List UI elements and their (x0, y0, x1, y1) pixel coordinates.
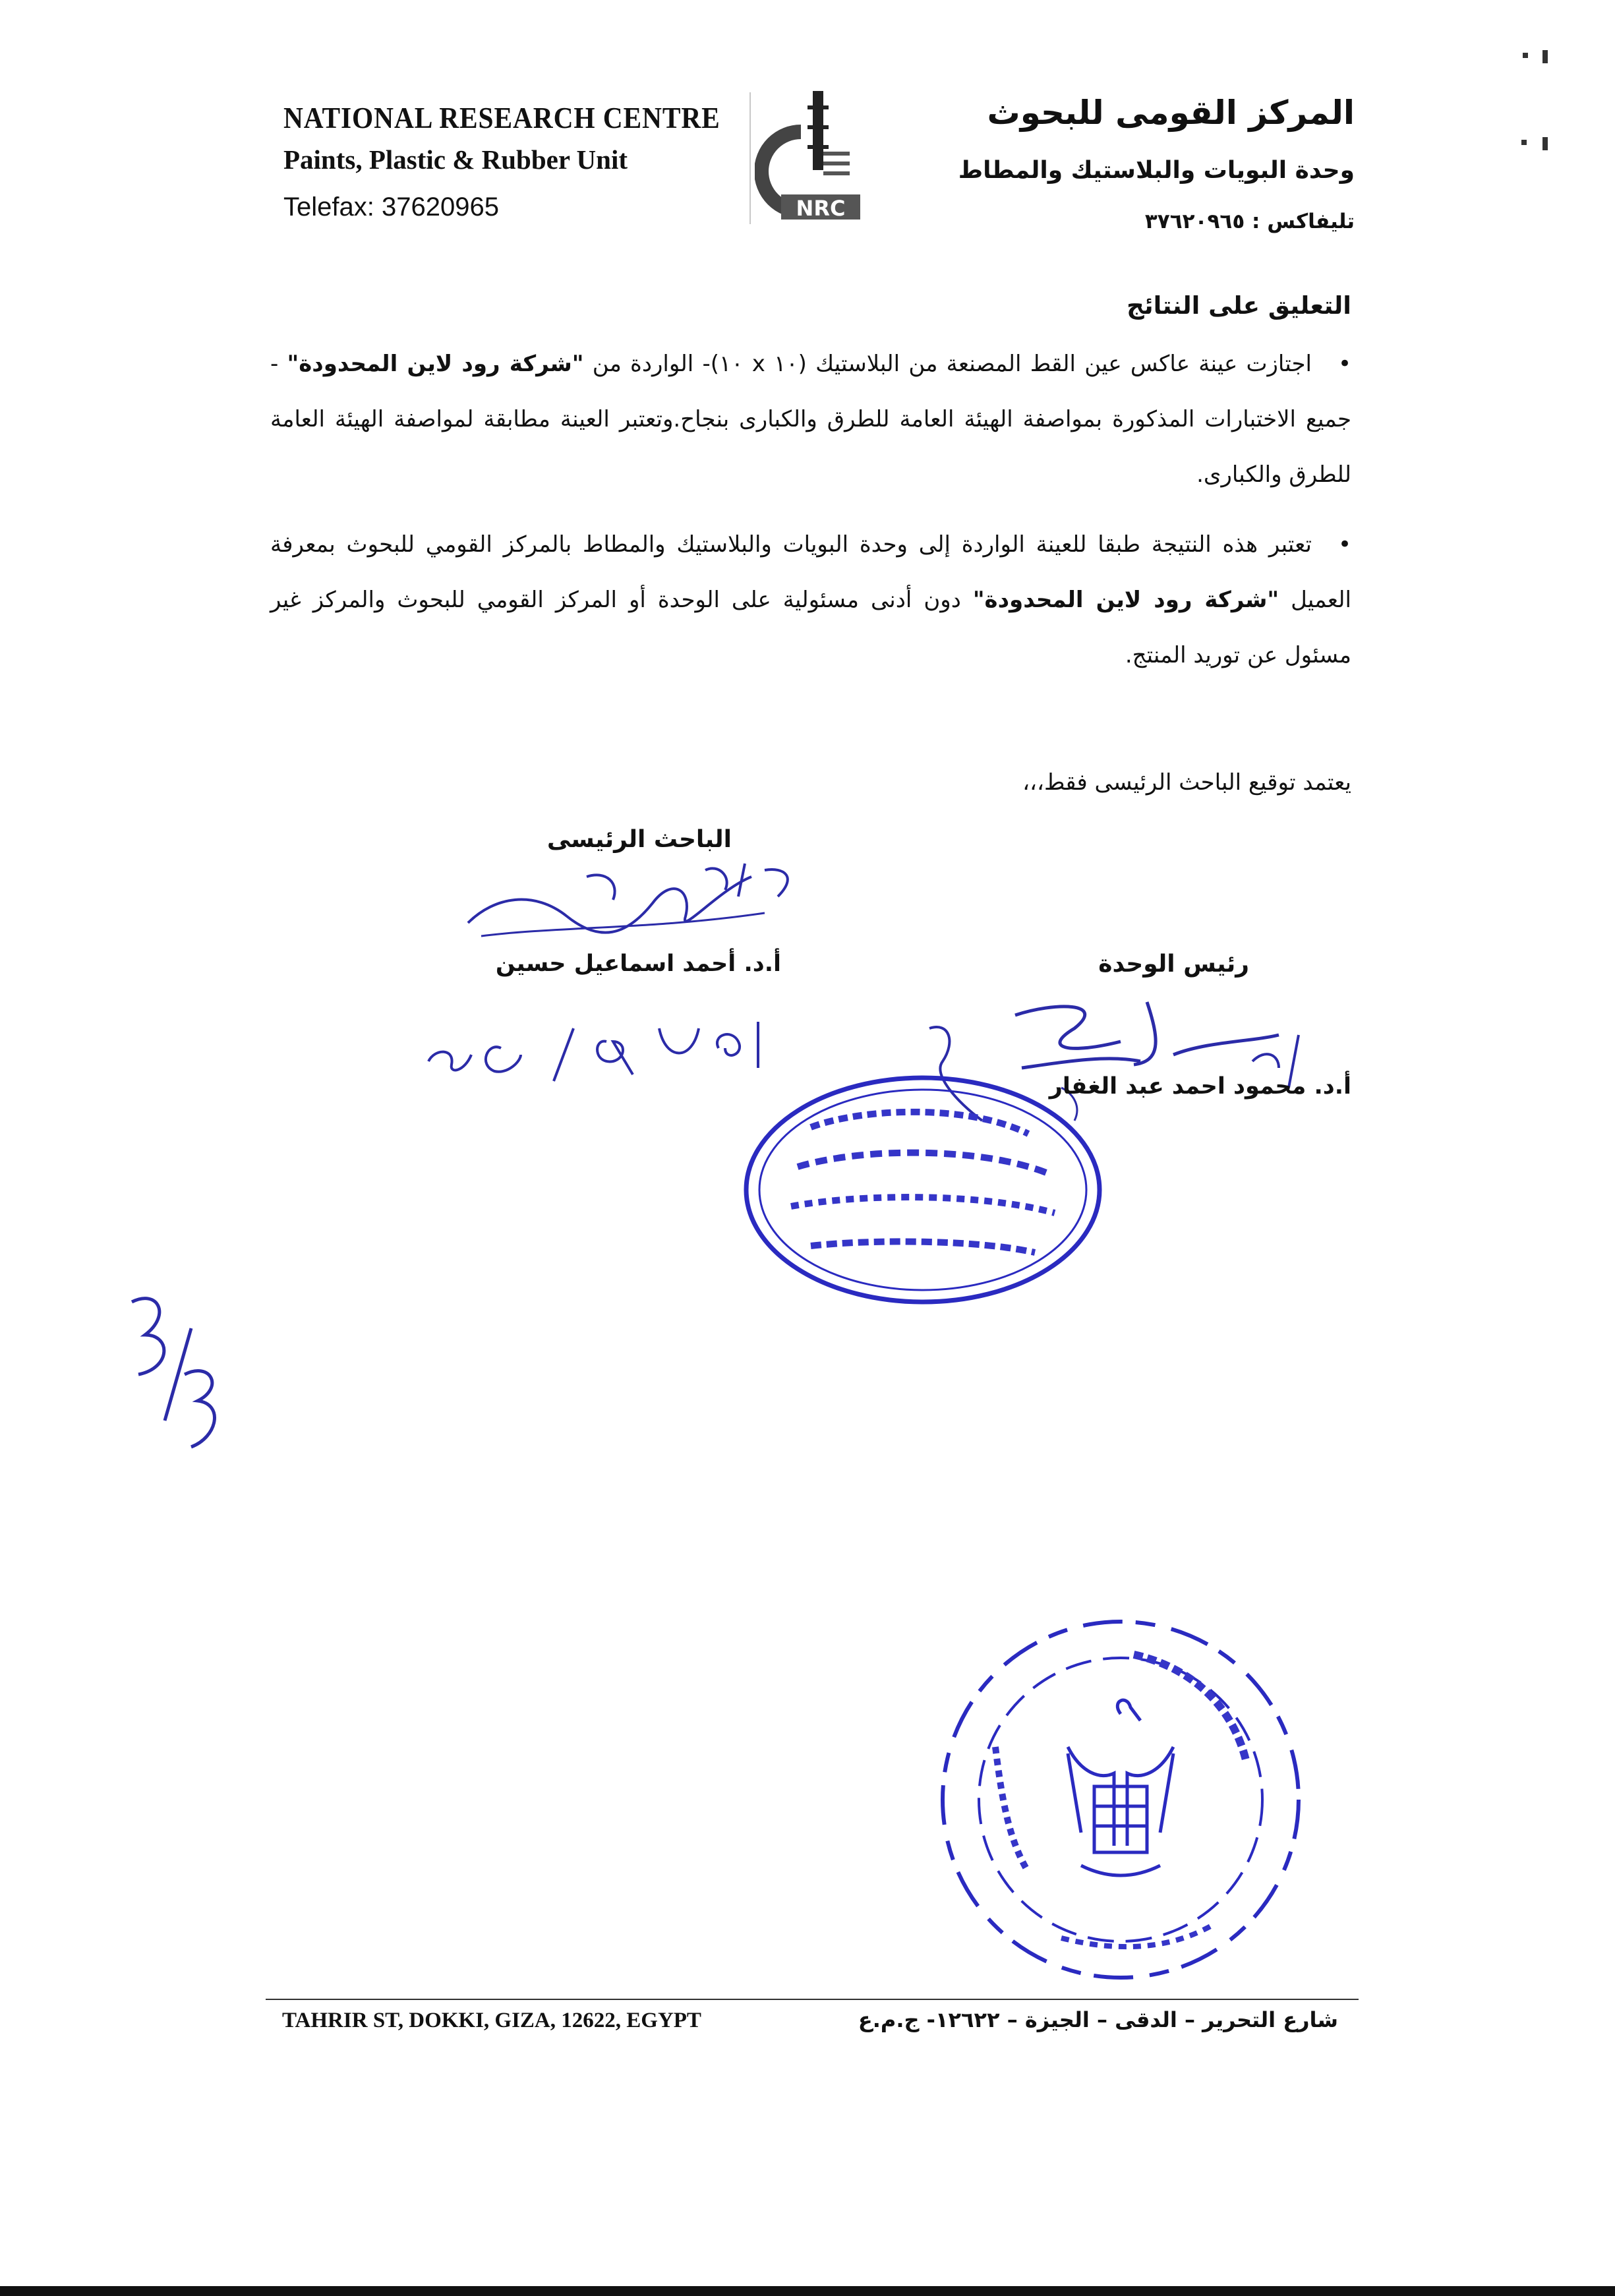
unit-oval-stamp (738, 1068, 1107, 1312)
footer-rule (266, 1999, 1359, 2000)
result-paragraph-2 (270, 517, 1351, 683)
header-english-unit: Paints, Plastic & Rubber Unit (283, 144, 628, 175)
header-english-telefax: Telefax: 37620965 (283, 192, 499, 221)
para2-text-b: دون أدنى مسئولية على الوحدة أو المركز القومي للبحوث والمركز غير مسئول عن توريد المنتج. (270, 587, 1351, 668)
signature-note: يعتمد توقيع الباحث الرئيسى فقط،،، (1022, 769, 1351, 796)
para2-text-a: تعتبر هذه النتيجة طبقا للعينة الواردة إلى وحدة البويات والبلاستيك والمطاط بالمركز القومي للبحوث بمعرفة العميل (270, 531, 1351, 613)
handwritten-date (415, 1002, 784, 1088)
para1-text-b: - جميع الاختبارات المذكورة بمواصفة الهيئة العامة للطرق والكبارى بنجاح.وتعتبر العينة مطابقة لمواصفة الهيئة العامة للطرق والكبارى. (270, 351, 1351, 488)
result-paragraph-1 (270, 336, 1351, 502)
results-comment-heading: التعليق على النتائج (1127, 291, 1351, 320)
unit-head-name: أ.د. محمود احمد عبد الغفار (1049, 1073, 1351, 1100)
lead-researcher-signature (455, 850, 824, 956)
footer-english-address: TAHRIR ST, DOKKI, GIZA, 12622, EGYPT (282, 2009, 701, 2032)
header-arabic-telefax: تليفاكس : ٣٧٦٢٠٩٦٥ (1144, 210, 1355, 233)
header-english-title: NATIONAL RESEARCH CENTRE (283, 101, 720, 134)
footer-arabic-address: شارع التحرير – الدقى – الجيزة – ١٢٦٢٢- ج.م.ع (858, 2007, 1338, 2032)
lead-researcher-name: أ.د. أحمد اسماعيل حسين (495, 951, 781, 977)
corner-punch-marks (1516, 46, 1569, 165)
para2-company-name: "شركة رود لاين المحدودة" (972, 587, 1279, 613)
eagle-round-seal (916, 1608, 1325, 2004)
para1-company-name: "شركة رود لاين المحدودة" (287, 351, 584, 377)
nrc-logo-text: NRC (796, 196, 846, 221)
header-arabic-unit: وحدة البويات والبلاستيك والمطاط (958, 157, 1355, 184)
nrc-logo (755, 86, 867, 224)
scan-bottom-edge (0, 2286, 1615, 2296)
bullet-2: • (1337, 531, 1351, 558)
lead-researcher-title: الباحث الرئيسى (546, 826, 732, 853)
para1-text-a: اجتازت عينة عاكس عين القط المصنعة من البلاستيك (١٠ x ١٠)- الواردة من (583, 351, 1312, 377)
header-arabic-title: المركز القومى للبحوث (987, 94, 1355, 132)
header-divider (749, 92, 751, 224)
bullet-1: • (1337, 351, 1351, 377)
handwritten-page-mark (119, 1289, 224, 1454)
unit-head-title: رئيس الوحدة (1098, 951, 1249, 978)
